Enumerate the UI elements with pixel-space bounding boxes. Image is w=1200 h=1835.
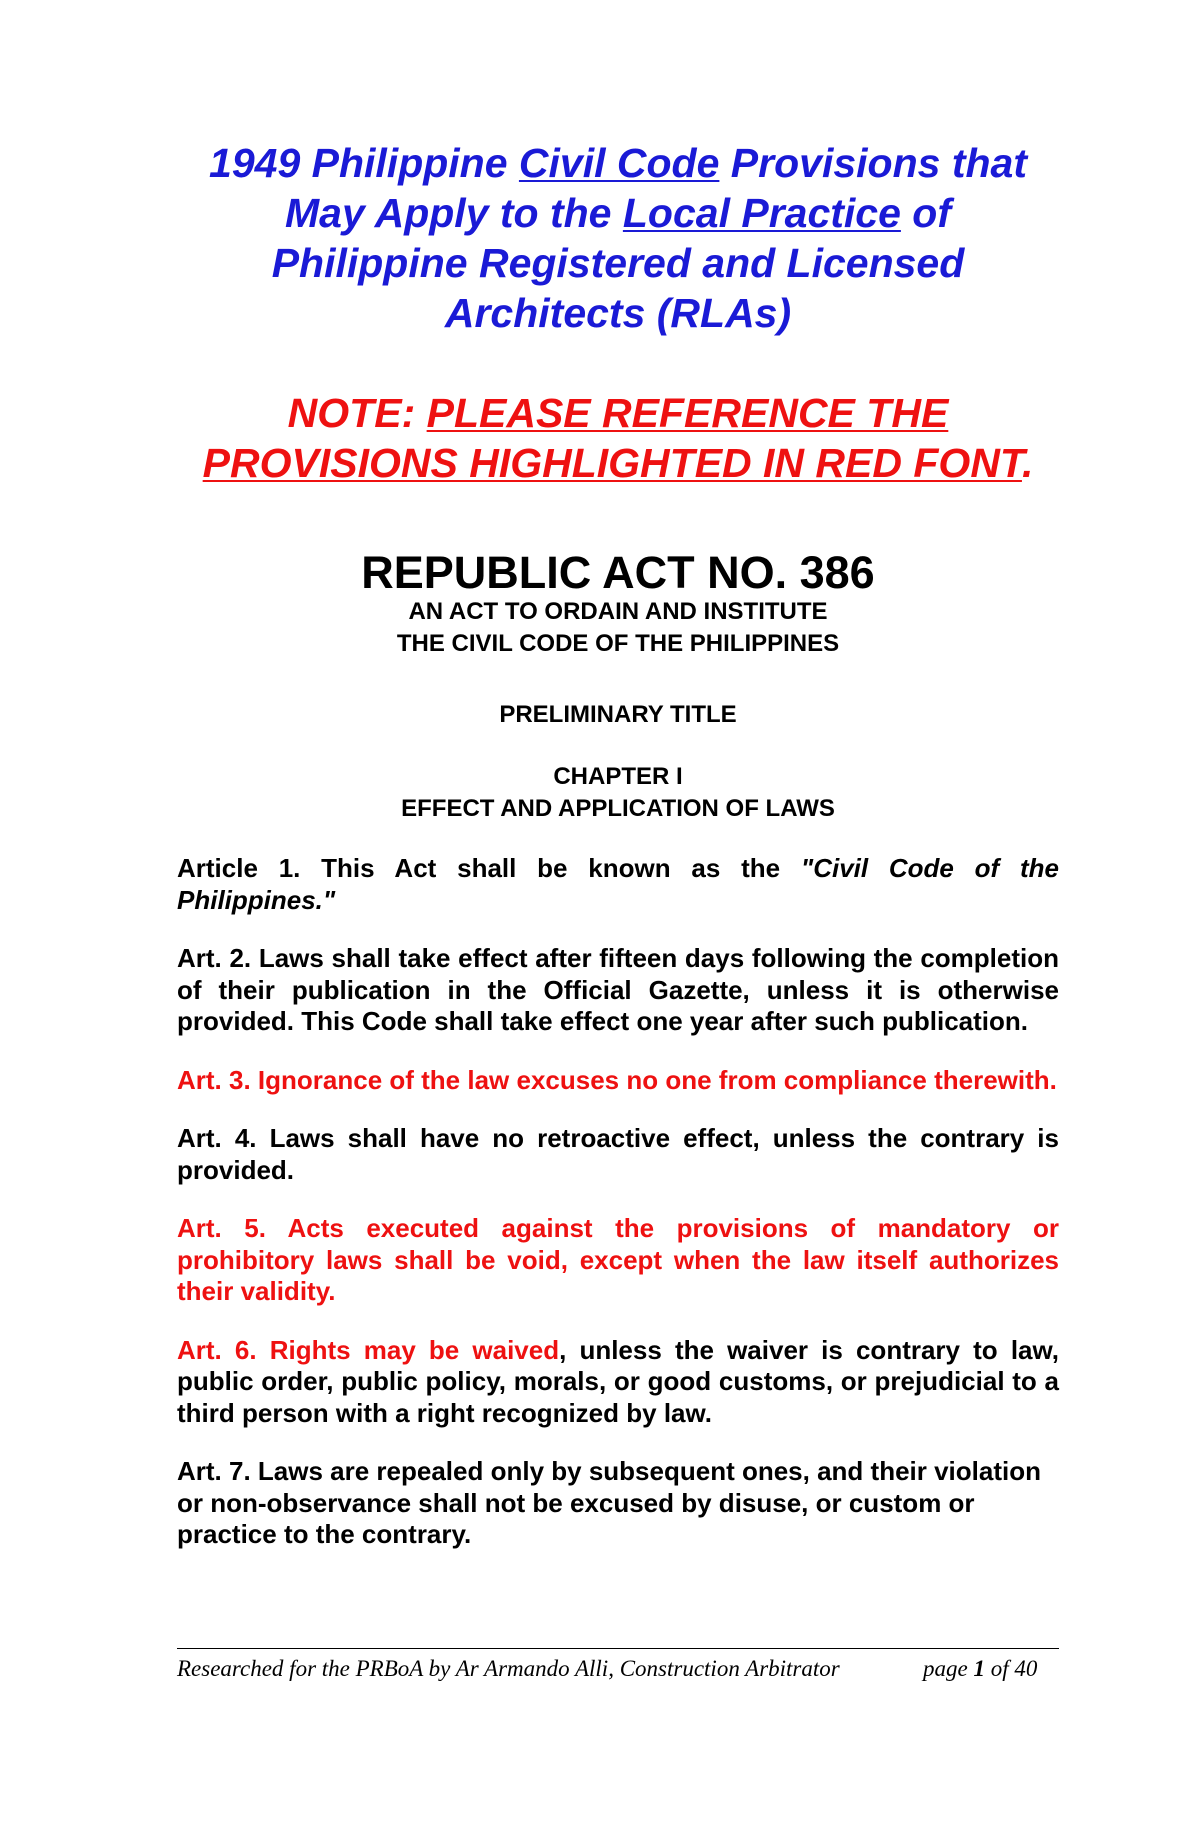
chapter-name: EFFECT AND APPLICATION OF LAWS <box>401 795 835 822</box>
document-title <box>177 138 1059 338</box>
articles-body <box>177 853 1059 1578</box>
chapter-number: CHAPTER I <box>553 763 683 790</box>
act-subtitle: AN ACT TO ORDAIN AND INSTITUTE THE CIVIL CODE OF THE PHILIPPINES <box>396 598 840 657</box>
act-heading: REPUBLIC ACT NO. 386 <box>361 547 875 598</box>
title-line-4: Architects (RLAs) <box>444 290 792 336</box>
note-line-1: NOTE: PLEASE REFERENCE THE <box>287 390 949 436</box>
article-1: Article 1. This Act shall be known as the "Civil Code of the Philippines." <box>177 853 1059 915</box>
note-banner <box>177 388 1059 488</box>
article-6: Art. 6. Rights may be waived, unless the waiver is contrary to law, public order, public policy, morals, or good customs, or prejudicial to a third person with a right recognized by law. <box>177 1334 1059 1428</box>
civil-code-link[interactable]: Civil Code <box>518 140 720 186</box>
local-practice-link[interactable]: Local Practice <box>622 190 901 236</box>
note-line-2: PROVISIONS HIGHLIGHTED IN RED FONT. <box>202 440 1034 486</box>
article-2: Art. 2. Laws shall take effect after fifteen days following the completion of their publication in the Official Gazette, unless it is otherwise provided. This Code shall take effect one year after such publication. <box>177 943 1059 1036</box>
title-line-1: 1949 Philippine Civil Code Provisions that <box>209 140 1027 186</box>
chapter-heading <box>177 761 1059 825</box>
article-5: Art. 5. Acts executed against the provisions of mandatory or prohibitory laws shall be void, except when the law itself authorizes their validity. <box>177 1213 1059 1306</box>
article-7: Art. 7. Laws are repealed only by subsequent ones, and their violation or non-observance shall not be excused by disuse, or custom or practice to the contrary. <box>177 1456 1041 1549</box>
footer-divider <box>177 1648 1059 1649</box>
page-number: page 1 of 40 <box>923 1656 1038 1681</box>
title-line-3: Philippine Registered and Licensed <box>271 240 965 286</box>
title-line-2: May Apply to the Local Practice of <box>284 190 951 236</box>
footer-credit: Researched for the PRBoA by Ar Armando Alli, Construction Arbitrator <box>177 1656 840 1681</box>
article-3: Art. 3. Ignorance of the law excuses no one from compliance therewith. <box>177 1064 1057 1095</box>
preliminary-title: PRELIMINARY TITLE <box>499 701 737 728</box>
article-4: Art. 4. Laws shall have no retroactive effect, unless the contrary is provided. <box>177 1123 1059 1185</box>
